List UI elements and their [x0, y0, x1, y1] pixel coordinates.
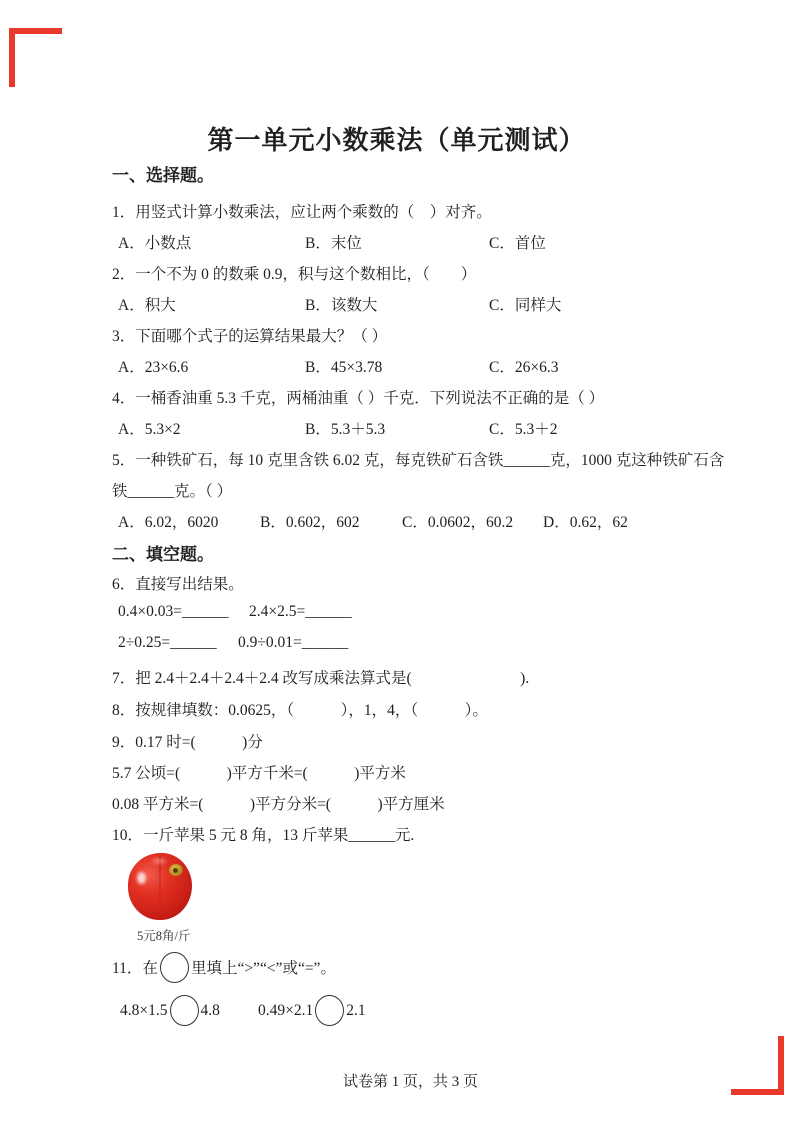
- option-c: C．同样大: [489, 297, 562, 314]
- question-6-text: 6．直接写出结果。: [112, 576, 244, 593]
- option-a: A．6.02，6020: [118, 514, 219, 531]
- left-expression: 4.8×1.5: [120, 1001, 168, 1019]
- answer-circle: [315, 995, 344, 1026]
- apple-highlight: [152, 858, 166, 864]
- blank-equation: 2.4×2.5=______: [249, 603, 352, 620]
- option-b: B．5.3＋5.3: [305, 421, 386, 438]
- question-2-options: [0, 293, 793, 315]
- right-value: 4.8: [200, 1001, 220, 1019]
- question-5-text-line2: 铁______克。（ ）: [112, 483, 233, 500]
- answer-circle: [160, 952, 189, 983]
- option-a: A．5.3×2: [118, 421, 181, 438]
- question-3-options: [0, 355, 793, 377]
- apple-image: [128, 853, 192, 920]
- right-value: 2.1: [346, 1001, 366, 1019]
- question-4-options: [0, 417, 793, 439]
- option-b: B．末位: [305, 235, 362, 252]
- question-11-suffix: 里填上“>”“<”或“=”。: [190, 960, 336, 977]
- question-11-comparisons: [0, 995, 793, 1029]
- blank-equation: 2÷0.25=______: [118, 634, 217, 651]
- comparison-item: [258, 995, 366, 1026]
- corner-mark-top-left: [9, 28, 62, 87]
- question-9-text-line1: 9．0.17 时=( )分: [112, 734, 263, 751]
- option-a: A．积大: [118, 297, 176, 314]
- apple-stem-dot: [173, 868, 178, 873]
- question-8-text: 8．按规律填数：0.0625，（ ），1，4，（ ）。: [112, 702, 488, 719]
- apple-stem: [169, 864, 183, 876]
- section-1-heading: 一、选择题。: [112, 166, 214, 185]
- option-c: C．26×6.3: [489, 359, 559, 376]
- comparison-item: [120, 995, 220, 1026]
- option-c: C．5.3＋2: [489, 421, 558, 438]
- question-1-text: 1．用竖式计算小数乘法，应让两个乘数的（ ）对齐。: [112, 204, 492, 221]
- question-6-row-2: [0, 634, 793, 656]
- question-1-options: [0, 231, 793, 253]
- question-11-prefix: 11．在: [112, 960, 158, 977]
- apple-highlight: [137, 872, 146, 884]
- option-b: B．0.602，602: [260, 514, 360, 531]
- section-2-heading: 二、填空题。: [112, 545, 214, 564]
- apple-crease: [159, 856, 161, 916]
- blank-equation: 0.9÷0.01=______: [238, 634, 349, 651]
- answer-circle: [170, 995, 199, 1026]
- option-c: C．0.0602，60.2: [402, 514, 514, 531]
- page-title: 第一单元小数乘法（单元测试）: [207, 126, 586, 155]
- question-9-text-line3: 0.08 平方米=( )平方分米=( )平方厘米: [112, 796, 445, 813]
- question-5-options: [0, 510, 793, 532]
- question-10-text: 10．一斤苹果 5 元 8 角，13 斤苹果______元.: [112, 827, 415, 844]
- apple-price-caption: 5元8角/斤: [137, 929, 191, 943]
- question-7-text: 7．把 2.4＋2.4＋2.4＋2.4 改写成乘法算式是( ).: [112, 670, 530, 687]
- page-footer: 试卷第 1 页，共 3 页: [342, 1074, 478, 1090]
- question-2-text: 2．一个不为 0 的数乘 0.9，积与这个数相比，（ ）: [112, 266, 477, 283]
- question-3-text: 3．下面哪个式子的运算结果最大？（ ）: [112, 328, 388, 345]
- option-b: B．该数大: [305, 297, 378, 314]
- question-6-row-1: [0, 603, 793, 625]
- blank-equation: 0.4×0.03=______: [118, 603, 229, 620]
- question-4-text: 4．一桶香油重 5.3 千克，两桶油重（ ）千克．下列说法不正确的是（ ）: [112, 390, 605, 407]
- option-a: A．小数点: [118, 235, 192, 252]
- question-9-text-line2: 5.7 公顷=( )平方千米=( )平方米: [112, 765, 406, 782]
- option-d: D．0.62，62: [543, 514, 628, 531]
- option-a: A．23×6.6: [118, 359, 189, 376]
- question-11-text: [112, 950, 336, 984]
- option-b: B．45×3.78: [305, 359, 383, 376]
- left-expression: 0.49×2.1: [258, 1001, 314, 1019]
- option-c: C．首位: [489, 235, 546, 252]
- question-5-text-line1: 5．一种铁矿石，每 10 克里含铁 6.02 克，每克铁矿石含铁______克，1000 克这种铁矿石含: [112, 452, 725, 469]
